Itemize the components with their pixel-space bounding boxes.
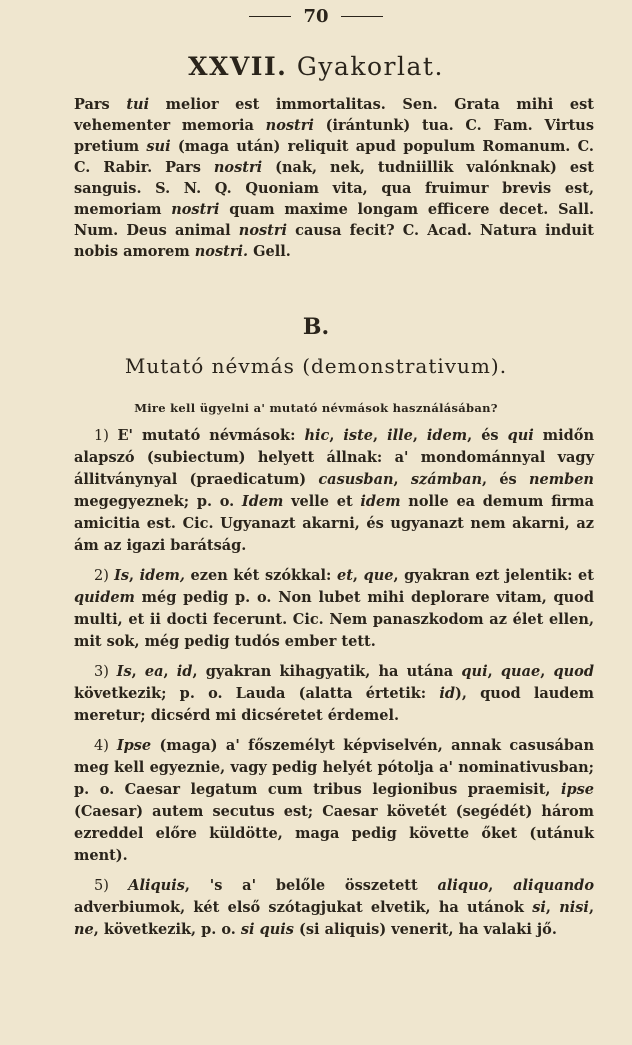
rule-number: 2) [94, 568, 115, 584]
latin-term: quod [553, 663, 594, 680]
intro-paragraph [74, 94, 594, 262]
text-run: nolle ea demum firma amicitia est. Cic. Ugyanazt akarni, és ugyanazt nem akarni, az ám az igazi barátság. [74, 493, 595, 554]
rule-number: 3) [94, 664, 117, 680]
rule-paragraph [74, 735, 594, 867]
text-run: ), quod laudem meretur; dicsérd mi dicséretet érdemel. [74, 685, 594, 724]
latin-term: Is [116, 663, 132, 680]
rule-text [74, 427, 594, 554]
latin-term: nostri [213, 159, 263, 176]
latin-term: ille [387, 427, 413, 444]
latin-term: nostri [238, 222, 288, 239]
latin-term: Idem [241, 493, 284, 510]
rule-text [74, 567, 594, 650]
text-run: , [488, 877, 514, 894]
text-run: , [352, 567, 364, 584]
text-run: , és [467, 427, 508, 444]
text-run: (maga után) reliquit apud populum Romanum. C. C. Rabir. Pars [74, 138, 594, 176]
text-run: causa fecit? C. Acad. Natura induit nobis amorem [74, 222, 595, 260]
latin-term: nemben [528, 471, 594, 488]
latin-term: nostri [171, 201, 220, 218]
text-run: melior est immortalitas. Sen. Grata mihi est vehementer memoria [74, 96, 594, 134]
text-run: , következik, p. o. [93, 921, 241, 938]
rule-number: 4) [94, 738, 117, 754]
page-header [0, 6, 632, 27]
chapter-number: XXVII. [188, 52, 288, 81]
text-run: , 's a' belőle összetett [184, 877, 438, 894]
latin-term: que [363, 567, 394, 584]
latin-term: Aliquis [128, 877, 185, 894]
latin-term: et [336, 567, 353, 584]
latin-term: aliquo [437, 877, 489, 894]
latin-term: quae [500, 663, 541, 680]
rules-list [74, 425, 594, 949]
chapter-title [0, 52, 632, 81]
text-run: midőn alapszó (subiectum) helyett állnak: a' mondománnyal vagy állitványnyal (praedicatum) [74, 427, 594, 488]
latin-term: id [439, 685, 456, 702]
latin-term: hic [304, 427, 330, 444]
text-run: (nak, nek, tudniillik valónknak) est sanguis. S. N. Q. Quoniam vita, qua fruimur brevis est, memoriam [74, 159, 594, 218]
latin-term: nostri. [194, 243, 249, 260]
chapter-name: Gyakorlat. [296, 52, 444, 81]
text-run: , [373, 427, 388, 444]
rule-paragraph [74, 875, 594, 941]
text-run: , [329, 427, 344, 444]
text-run: (si aliquis) venerit, ha valaki jő. [293, 921, 557, 938]
text-run: , [412, 427, 427, 444]
text-run: , és [482, 471, 529, 488]
rule-paragraph [74, 661, 594, 727]
latin-term: sui [146, 138, 171, 155]
text-run: quam maxime longam efficere decet. Sall. Num. Deus animal [74, 201, 595, 239]
text-run: még pedig p. o. Non lubet mihi deplorare vitam, quod multi, et ii docti fecerunt. Cic. Nem panaszkodom az élet ellen, mit sok, még pedig tudós ember tett. [74, 589, 594, 650]
text-run: ezen két szókkal: [184, 567, 337, 584]
text-run: Pars [74, 96, 127, 113]
latin-term: Is [114, 567, 130, 584]
latin-term: idem, [139, 567, 185, 584]
text-run: , [131, 663, 145, 680]
rule-paragraph [74, 425, 594, 557]
text-run: Gell. [248, 243, 291, 260]
text-run: (Caesar) autem secutus est; Caesar követét (segédét) három ezreddel előre küldötte, maga pedig követte őket (utánuk ment). [74, 803, 594, 864]
section-mark: B. [302, 314, 330, 340]
text-run: megegyeznek; p. o. [74, 493, 242, 510]
latin-term: id [176, 663, 193, 680]
latin-term: iste [343, 427, 374, 444]
latin-term: idem [360, 493, 401, 510]
text-run: adverbiumok, két első szótagjukat elvetik, ha utánok [74, 899, 533, 916]
header-rule-left [249, 16, 291, 17]
rule-paragraph [74, 565, 594, 653]
text-run: , [393, 471, 411, 488]
latin-term: nostri [265, 117, 314, 134]
latin-term: qui [507, 427, 534, 444]
text-run: , gyakran kihagyatik, ha utána [192, 663, 462, 680]
latin-term: tui [126, 96, 150, 113]
section-question: Mire kell ügyelni a' mutató névmások használásában? [134, 401, 498, 415]
latin-term: Ipse [116, 737, 152, 754]
latin-term: si [532, 899, 546, 916]
text-run: , [540, 663, 554, 680]
latin-term: ea [144, 663, 164, 680]
latin-term: si quis [240, 921, 294, 938]
text-run: következik; p. o. Lauda (alatta értetik: [74, 685, 440, 702]
latin-term: casusban [318, 471, 394, 488]
latin-term: ne [74, 921, 94, 938]
text-run: , [129, 567, 140, 584]
text-run: , [588, 899, 594, 916]
latin-term: nisi [559, 899, 589, 916]
latin-term: ipse [560, 781, 594, 798]
text-run: , gyakran ezt jelentik: et [393, 567, 594, 584]
header-rule-right [341, 16, 383, 17]
rule-text [74, 877, 594, 938]
text-run: , [487, 663, 501, 680]
text-run: , [545, 899, 560, 916]
text-run: (irántunk) tua. C. Fam. Virtus pretium [74, 117, 595, 155]
text-run: E' mutató névmások: [117, 427, 305, 444]
rule-number: 1) [94, 428, 118, 444]
rule-text [74, 663, 594, 724]
latin-term: számban [410, 471, 483, 488]
section-title: Mutató névmás (demonstrativum). [124, 354, 508, 378]
rule-number: 5) [94, 878, 129, 894]
text-run: (maga) a' főszemélyt képviselvén, annak casusában meg kell egyeznie, vagy pedig helyét pótolja a' nominativusban; p. o. Caesar legatum cum tribus legionibus praemisit, [74, 737, 594, 798]
text-run: , [163, 663, 177, 680]
latin-term: quidem [74, 589, 135, 606]
page-number: 70 [303, 6, 329, 27]
latin-term: aliquando [513, 877, 594, 894]
latin-term: idem [426, 427, 468, 444]
rule-text [74, 737, 594, 864]
latin-term: qui [461, 663, 488, 680]
text-run: velle et [283, 493, 361, 510]
